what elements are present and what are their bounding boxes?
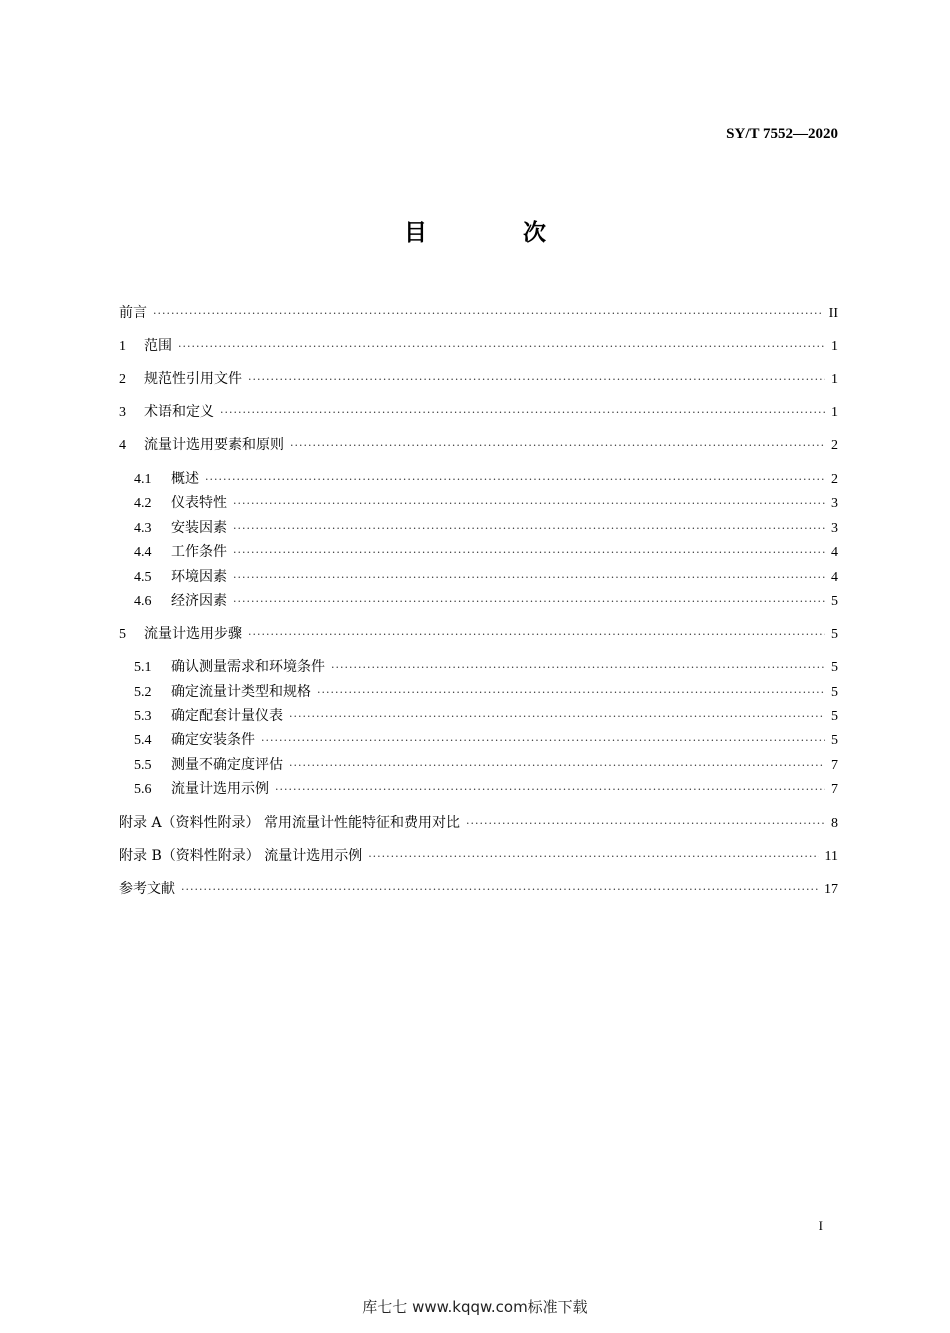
toc-entry[interactable] (134, 468, 838, 490)
toc-leader-dots (261, 730, 825, 752)
toc-entry[interactable] (134, 656, 838, 678)
toc-entry-number: 5.1 (134, 660, 152, 675)
toc-entry-number: 5.5 (134, 758, 152, 773)
toc-leader-dots (317, 682, 825, 704)
toc-entry-label: 环境因素 (171, 569, 227, 585)
toc-entry-number: 4.6 (134, 594, 152, 609)
toc-entry-number: 4 (119, 438, 126, 453)
toc-entry-number: 5.2 (134, 685, 152, 700)
toc-entry-number: 4.1 (134, 472, 152, 487)
toc-entry[interactable] (134, 778, 838, 800)
toc-entry-number: 5.6 (134, 782, 152, 797)
toc-leader-dots (181, 879, 818, 901)
toc-entry[interactable] (119, 401, 838, 423)
toc-entry[interactable] (134, 705, 838, 727)
toc-entry-page: 5 (831, 709, 838, 724)
toc-entry-label: 附录 A（资料性附录） 常用流量计性能特征和费用对比 (119, 815, 461, 831)
toc-entry-page: 3 (831, 521, 838, 536)
toc-entry-page: 5 (831, 627, 838, 642)
toc-entry[interactable] (134, 729, 838, 751)
toc-entry[interactable] (134, 541, 838, 563)
toc-entry-page: 7 (831, 758, 838, 773)
toc-entry-number: 3 (119, 405, 126, 420)
toc-entry-number: 4.2 (134, 496, 152, 511)
toc-entry[interactable] (119, 878, 838, 900)
toc-entry-page: 4 (831, 545, 838, 560)
page-number: I (818, 1218, 823, 1233)
toc-entry[interactable] (134, 754, 838, 776)
toc-entry-label: 附录 B（资料性附录） 流量计选用示例 (119, 848, 363, 864)
toc-entry-number: 5.3 (134, 709, 152, 724)
watermark-text: 库七七 www.kqqw.com标准下载 (362, 1298, 588, 1316)
toc-entry-page: 2 (831, 438, 838, 453)
toc-entry-page: 5 (831, 594, 838, 609)
toc-leader-dots (220, 402, 825, 424)
toc-entry-label: 流量计选用步骤 (144, 626, 242, 642)
toc-entry-page: 7 (831, 782, 838, 797)
toc-leader-dots (289, 755, 825, 777)
toc-entry[interactable] (119, 335, 838, 357)
toc-entry[interactable] (119, 845, 838, 867)
toc-leader-dots (368, 846, 818, 868)
toc-entry-label: 确认测量需求和环境条件 (171, 659, 325, 675)
toc-entry[interactable] (119, 368, 838, 390)
toc-entry[interactable] (134, 681, 838, 703)
toc-entry[interactable] (119, 623, 838, 645)
toc-entry[interactable] (119, 812, 838, 834)
toc-leader-dots (233, 493, 825, 515)
toc-entry-page: 4 (831, 570, 838, 585)
toc-entry-label: 范围 (144, 338, 172, 354)
toc-leader-dots (331, 657, 825, 679)
toc-entry[interactable] (119, 434, 838, 456)
toc-entry-page: 5 (831, 685, 838, 700)
toc-entry-page: 17 (824, 882, 838, 897)
toc-entry-page: 8 (831, 816, 838, 831)
toc-leader-dots (233, 542, 825, 564)
toc-entry-label: 前言 (119, 305, 147, 321)
toc-leader-dots (153, 303, 823, 325)
toc-entry-number: 5.4 (134, 733, 152, 748)
toc-entry[interactable] (134, 566, 838, 588)
toc-entry-label: 确定配套计量仪表 (171, 708, 283, 724)
page-title: 目 次 (403, 220, 590, 246)
toc-entry-number: 4.5 (134, 570, 152, 585)
toc-leader-dots (178, 336, 825, 358)
toc-entry-number: 5 (119, 627, 126, 642)
toc-leader-dots (233, 518, 825, 540)
toc-entry-label: 流量计选用示例 (171, 781, 269, 797)
toc-entry-label: 术语和定义 (144, 404, 214, 420)
toc-leader-dots (290, 435, 825, 457)
toc-entry-number: 4.4 (134, 545, 152, 560)
toc-entry-number: 2 (119, 372, 126, 387)
toc-entry[interactable] (119, 302, 838, 324)
toc-entry-page: 5 (831, 733, 838, 748)
toc-entry[interactable] (134, 590, 838, 612)
toc-entry-label: 概述 (171, 471, 199, 487)
toc-entry-label: 流量计选用要素和原则 (144, 437, 284, 453)
toc-entry-number: 4.3 (134, 521, 152, 536)
toc-entry[interactable] (134, 517, 838, 539)
toc-leader-dots (233, 591, 825, 613)
toc-leader-dots (233, 567, 825, 589)
toc-entry[interactable] (134, 492, 838, 514)
toc-entry-label: 规范性引用文件 (144, 371, 242, 387)
toc-entry-page: 5 (831, 660, 838, 675)
toc-leader-dots (289, 706, 825, 728)
toc-entry-label: 测量不确定度评估 (171, 757, 283, 773)
toc-leader-dots (466, 813, 825, 835)
standard-code: SY/T 7552—2020 (726, 126, 838, 142)
toc-entry-page: II (828, 306, 838, 321)
toc-leader-dots (248, 369, 825, 391)
toc-leader-dots (275, 779, 825, 801)
toc-entry-label: 仪表特性 (171, 495, 227, 511)
toc-entry-page: 1 (831, 405, 838, 420)
toc-entry-page: 11 (824, 849, 838, 864)
toc-entry-label: 确定流量计类型和规格 (171, 684, 311, 700)
toc-leader-dots (205, 469, 825, 491)
toc-entry-label: 经济因素 (171, 593, 227, 609)
toc-entry-number: 1 (119, 339, 126, 354)
toc-entry-label: 工作条件 (171, 544, 227, 560)
toc-entry-label: 确定安装条件 (171, 732, 255, 748)
toc-leader-dots (248, 624, 825, 646)
toc-entry-page: 2 (831, 472, 838, 487)
toc-entry-page: 1 (831, 339, 838, 354)
toc-entry-label: 安装因素 (171, 520, 227, 536)
toc-entry-page: 3 (831, 496, 838, 511)
toc-entry-label: 参考文献 (119, 881, 175, 897)
toc-entry-page: 1 (831, 372, 838, 387)
